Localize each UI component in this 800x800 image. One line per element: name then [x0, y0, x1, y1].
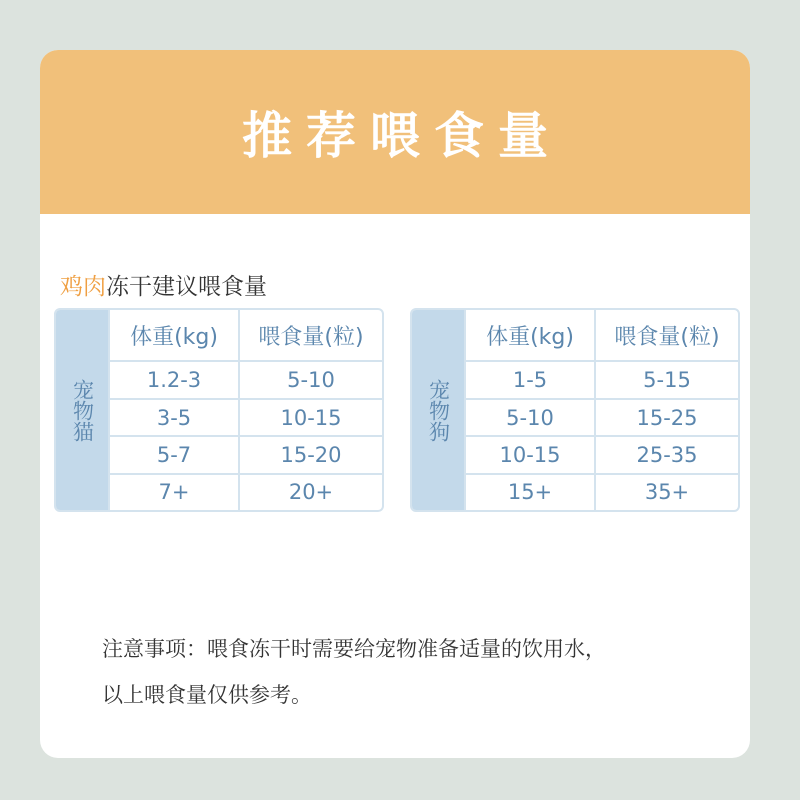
amount-cell: 5-10: [287, 368, 335, 393]
table-row: [466, 473, 738, 510]
amount-cell: 15-25: [636, 405, 698, 430]
column-header-weight: 体重(kg): [110, 310, 240, 360]
column-header-amount: 喂食量(粒): [258, 324, 364, 350]
page-title: 推荐喂食量: [242, 107, 562, 165]
subtitle-highlight: 鸡肉: [60, 274, 106, 300]
table-side-header: [56, 310, 110, 510]
table-header-row: [466, 310, 738, 360]
amount-cell: 15-20: [280, 442, 342, 467]
table-row: [110, 435, 382, 472]
table-header-row: [110, 310, 382, 360]
table-row: [110, 360, 382, 397]
weight-cell: 1.2-3: [110, 362, 240, 397]
weight-cell: 7+: [110, 475, 240, 510]
weight-cell: 10-15: [466, 437, 596, 472]
table-subtitle: [60, 268, 267, 301]
amount-cell: 35+: [644, 480, 690, 505]
table-grid: [466, 310, 738, 510]
note-line-2: 以上喂食量仅供参考。: [102, 683, 312, 707]
feeding-note: [102, 626, 722, 718]
amount-cell: 20+: [288, 480, 334, 505]
feeding-card: [40, 50, 750, 758]
subtitle-text: 冻干建议喂食量: [106, 274, 267, 300]
table-row: [466, 435, 738, 472]
weight-cell: 1-5: [466, 362, 596, 397]
table-side-header: [412, 310, 466, 510]
column-header-weight: 体重(kg): [466, 310, 596, 360]
table-row: [466, 360, 738, 397]
pet-type-label: 宠物狗: [426, 378, 451, 442]
weight-cell: 15+: [466, 475, 596, 510]
table-row: [110, 473, 382, 510]
cat-feeding-table: [54, 308, 384, 512]
table-grid: [110, 310, 382, 510]
dog-feeding-table: [410, 308, 740, 512]
amount-cell: 5-15: [643, 368, 691, 393]
weight-cell: 3-5: [110, 400, 240, 435]
amount-cell: 10-15: [280, 405, 342, 430]
table-row: [110, 398, 382, 435]
pet-type-label: 宠物猫: [70, 378, 95, 442]
column-header-amount: 喂食量(粒): [614, 324, 720, 350]
amount-cell: 25-35: [636, 442, 698, 467]
weight-cell: 5-7: [110, 437, 240, 472]
header-banner: [40, 50, 750, 214]
weight-cell: 5-10: [466, 400, 596, 435]
note-line-1: 注意事项：喂食冻干时需要给宠物准备适量的饮用水，: [102, 637, 606, 661]
table-row: [466, 398, 738, 435]
